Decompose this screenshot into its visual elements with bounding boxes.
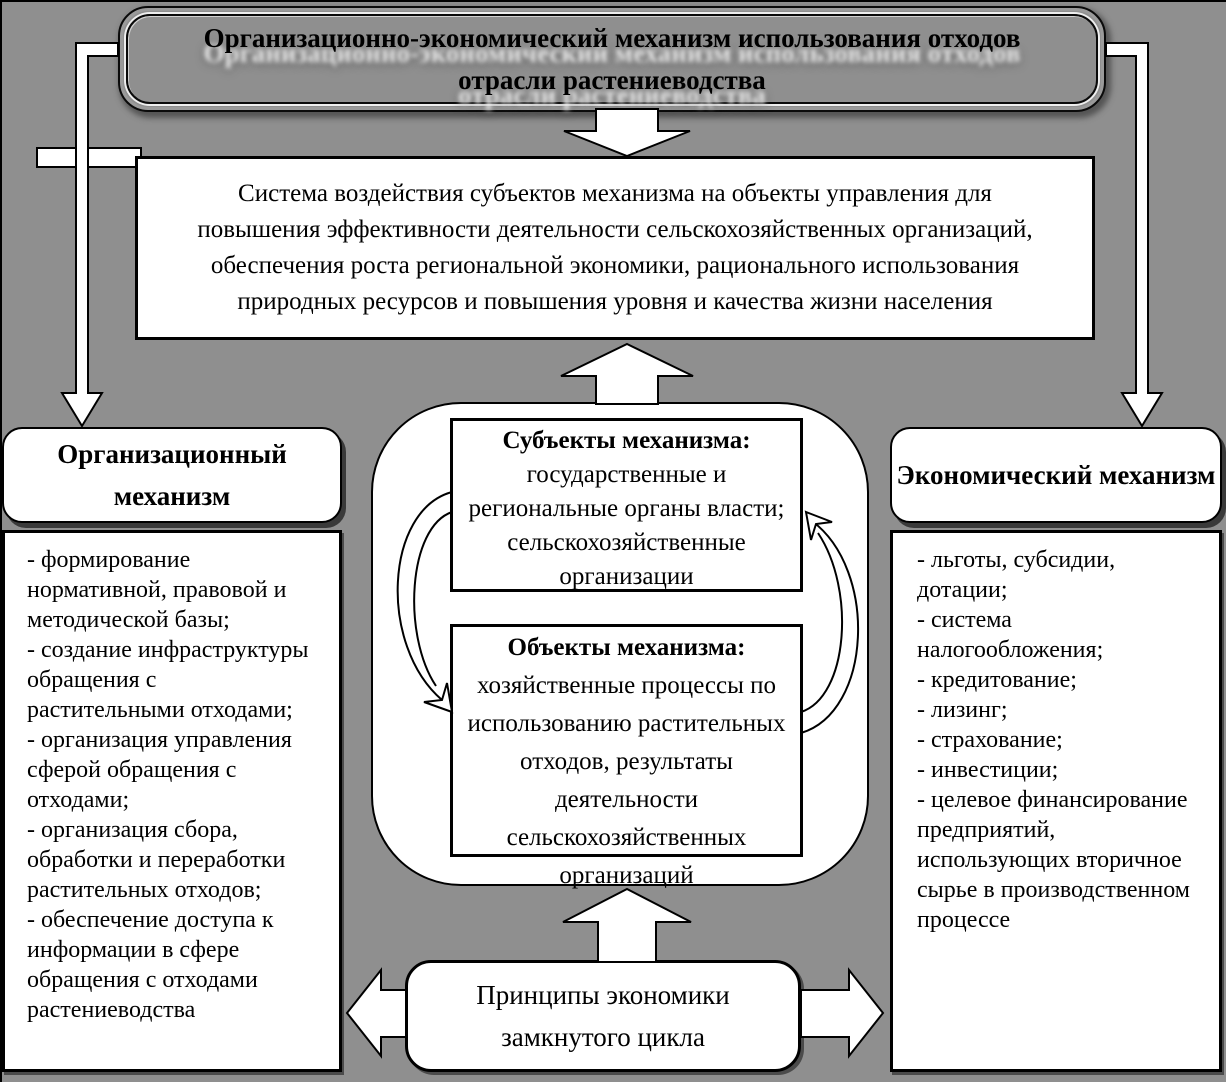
list-item: - лизинг; [917,697,1008,723]
arrow-principles-to-right-column-icon [801,970,883,1056]
subjects-heading: Субъекты механизма: [502,427,751,454]
right-column-list [890,530,1222,1072]
list-item: - инвестиции; [917,757,1059,783]
objects-body: хозяйственные процессы по использованию растительных отходов, результаты деятельности сельскохозяйственных организаций [467,672,786,889]
list-item: - создание инфраструктуры обращения с растительными отходами; [27,637,309,723]
list-item: - кредитование; [917,667,1077,693]
left-column-header-text: Организационный механизм [57,439,287,511]
subjects-box [450,418,803,592]
title-box [118,6,1106,112]
list-item: - система налогообложения; [917,607,1104,663]
arrow-principles-to-center-icon [563,889,691,962]
objects-heading: Объекты механизма: [507,634,746,661]
subjects-body: государственные и региональные органы власти; сельскохозяйственные организации [468,461,785,590]
principles-text: Принципы экономики замкнутого цикла [476,980,730,1052]
arrow-principles-to-left-column-icon [347,970,406,1056]
diagram-title: Организационно-экономический механизм использования отходов отрасли растениеводства [203,23,1021,95]
principles-box [405,960,801,1072]
left-column-header [2,427,342,523]
connector-stub [36,147,142,168]
objects-box [450,624,803,889]
system-box [135,156,1095,340]
right-column-header [890,427,1222,523]
list-item: - обеспечение доступа к информации в сфере обращения с отходами растениеводства [27,907,274,1023]
arrow-title-to-left-column-icon [62,43,118,426]
list-item: - целевое финансирование предприятий, использующих вторичное сырье в производственном процессе [917,787,1190,933]
list-item: - организация сбора, обработки и переработки растительных отходов; [27,817,286,903]
system-box-text: Система воздействия субъектов механизма на объекты управления для повышения эффективности деятельности сельскохозяйственных организаций, обеспечения роста региональной экономики, рационального использования природных ресурсов и повышения уровня и качества жизни населения [197,180,1033,315]
list-item: - организация управления сферой обращения с отходами; [27,727,292,813]
arrow-center-to-system-icon [561,344,693,404]
list-item: - формирование нормативной, правовой и методической базы; [27,547,287,633]
list-item: - льготы, субсидии, дотации; [917,547,1116,603]
arrow-title-to-right-column-icon [1106,43,1162,426]
list-item: - страхование; [917,727,1063,753]
arrow-title-to-system-icon [564,109,690,156]
right-column-header-text: Экономический механизм [896,460,1216,490]
left-column-list [2,530,342,1072]
title-box-inner-frame [126,14,1098,104]
